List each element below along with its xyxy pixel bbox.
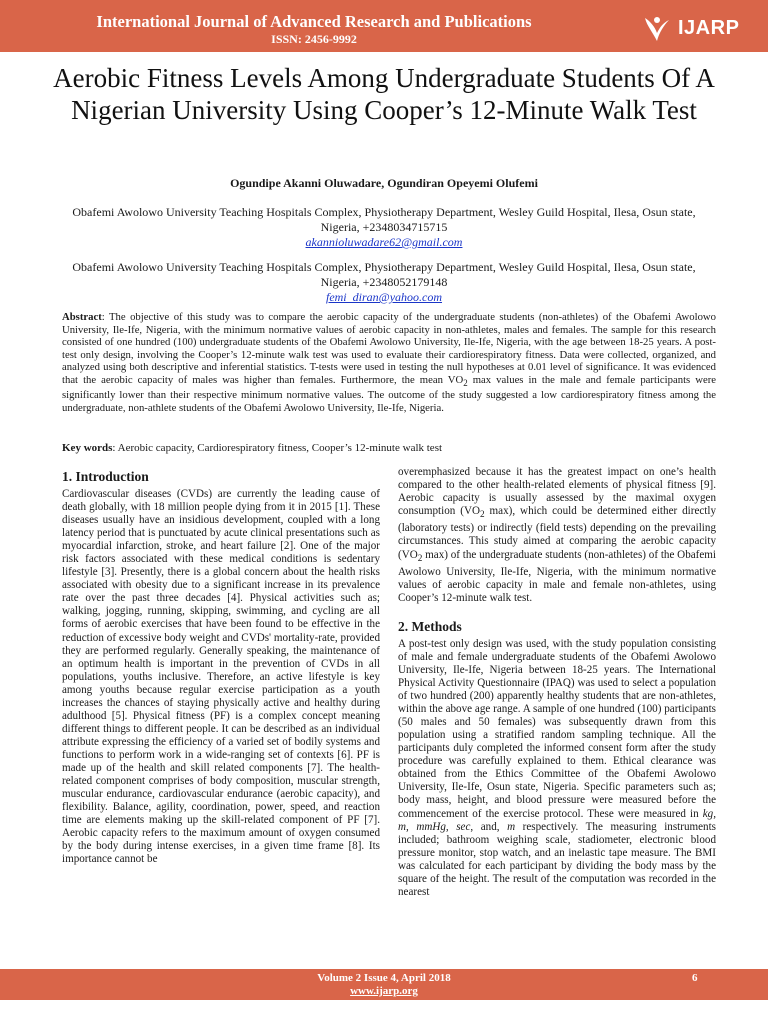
affiliation-2	[60, 260, 708, 305]
affiliation-2-email[interactable]: femi_diran@yahoo.com	[325, 290, 443, 304]
methods-text	[398, 638, 716, 899]
journal-logo	[642, 14, 742, 44]
methods-heading: 2. Methods	[398, 618, 462, 634]
methods-text-a: A post-test only design was used, with the study population consisting of male and female undergraduate students of the Obafemi Awolowo University, Ile-Ife, Nigeria between 18-25 years. The International Physical Activity Questionnaire (IPAQ) was used to select a population of two hundred (200) apparently healthy students that are non-athletes, within the above age range. A sample of one hundred (100) participants (50 males and 50 females) was subsequently drawn from this population using a stratified random sampling technique. All the participants duly completed the informed consent form after the study procedure was carefully explained to them. Ethical clearance was obtained from the Ethics Committee of the Obafemi Awolowo University, Ile-Ife, Osun state, Nigeria. Specific parameters such as; body mass, height, and blood pressure were measured before the commencement of the exercise protocol. These were measured in	[398, 637, 716, 820]
abstract-text-b: max values in the male and female participants were significantly lower than their respective minimum normative values. The outcome of the study suggested a low cardiorespiratory fitness among the undergraduate, non-athlete students of the Obafemi Awolowo University, Ile-Ife, Nigeria.	[62, 373, 717, 414]
keywords-text: : Aerobic capacity, Cardiorespiratory fitness, Cooper’s 12-minute walk test	[112, 442, 443, 454]
introduction-text: Cardiovascular diseases (CVDs) are currently the leading cause of death globally, with 18 million people dying from it in 2015 [1]. These diseases usually have an insidious development, coupled with a long latency period that is punctuated by acute clinical presentations such as myocardial infarction, stroke, and heart failure [2]. One of the major risk factors associated with these medical conditions is sedentary lifestyle [3]. Presently, there is a global concern about the health risks associated with obesity due to a significant increase in its prevalence rate over the past three decades [4]. Physical activities such as; walking, jogging, running, skipping, swimming, and cycling are all forms of aerobic exercises that have been found to be effective in the reduction of excessive body weight and CVDs' mortality-rate, provided they are performed regularly. Generally speaking, the maintenance of an optimum health is important in the prevention of CVDs in all populations, youths inclusive. Therefore, an active lifestyle is key among youths because regular exercise participation as a youth increases the chances of staying physically active and healthy during adulthood [5]. Physical fitness (PF) is a complex concept meaning different things to different people. It can be described as an individual attribute expressing the efficiency of a varied set of bodily systems and functions to perform work in a wide-ranging set of contexts [6]. PF is made up of the health and skill related components [7]. The health-related component comprises of body composition, muscular strength, muscular endurance, cardiovascular endurance (aerobic capacity), and flexibility. Balance, agility, coordination, power, speed, and reaction time are elements making up the skill-related component of PF [7]. Aerobic capacity refers to the maximum amount of oxygen consumed by the body during intense exercises, in a given time frame [8]. Its importance cannot be	[62, 488, 380, 866]
page-footer	[0, 969, 768, 1000]
methods-text-c: respectively. The measuring instruments included; bathroom weighing scale, stadiometer, electronic blood pressure monitor, stop watch, and an inelastic tape measure. The BMI was calculated for each participant by dividing the body mass by the square of the height. The result of the computation was recorded in the nearest	[398, 820, 716, 898]
figure-logo-icon	[642, 14, 672, 44]
right-column	[398, 466, 716, 899]
journal-issn: ISSN: 2456-9992	[271, 32, 357, 46]
affiliation-1	[60, 205, 708, 250]
abstract-text-a: : The objective of this study was to compare the aerobic capacity of the undergraduate students (non-athletes) of the Obafemi Awolowo University, Ile-Ife, Nigeria, with the minimum normative values of aerobic capacity in non-athletes, males and females. The sample for this research consisted of one hundred (100) undergraduate students of the Obafemi Awolowo University, Ile-Ife, Nigeria, with the age between 18-25 years. A post-test only design, involving the Cooper’s 12-minute walk test was used to evaluate their cardiorespiratory fitness. Data were collected, organized, and analyzed using both descriptive and inferential statistics. T-tests were used in testing the null hypotheses at 0.01 level of significance. It was evidenced that the aerobic capacity of males was higher than females. Furthermore, the mean VO	[62, 311, 716, 386]
journal-header	[0, 0, 768, 52]
volume-info: Volume 2 Issue 4, April 2018	[317, 972, 451, 984]
left-column	[62, 469, 380, 866]
methods-unit-m: m	[507, 820, 516, 833]
keywords-label: Key words	[62, 442, 113, 454]
methods-units: kg, m, mmHg, sec	[398, 807, 716, 833]
intro-cont-sub-a: 2	[479, 510, 485, 521]
affiliation-1-email[interactable]: akannioluwadare62@gmail.com	[305, 235, 463, 249]
intro-cont-sub-b: 2	[417, 553, 423, 564]
website-link[interactable]: www.ijarp.org	[350, 985, 418, 997]
abstract-subscript: 2	[463, 377, 468, 388]
affiliation-1-text: Obafemi Awolowo University Teaching Hospitals Complex, Physiotherapy Department, Wesley Guild Hospital, Ilesa, Osun state, Nigeria, +2348034715715	[72, 205, 696, 234]
intro-cont-a: overemphasized because it has the greatest impact on one’s health compared to the other health-related elements of physical fitness [9]. Aerobic capacity is usually assessed by the maximal oxygen consumption (VO	[398, 466, 716, 518]
intro-cont-c: max) of the undergraduate students (non-athletes) of the Obafemi Awolowo University, Ile-Ife, Nigeria, with the minimum normative values of aerobic capacity in male and female non-athletes, using Cooper’s 12-minute walk test.	[398, 548, 716, 604]
abstract	[62, 311, 716, 414]
paper-title: Aerobic Fitness Levels Among Undergraduate Students Of A Nigerian University Using Cooper’s 12-Minute Walk Test	[53, 63, 715, 125]
paper-authors: Ogundipe Akanni Oluwadare, Ogundiran Opeyemi Olufemi	[230, 176, 538, 190]
introduction-continued	[398, 466, 716, 605]
methods-text-b: , and,	[470, 820, 508, 833]
keywords	[62, 442, 716, 455]
intro-cont-b: max), which could be determined either directly (laboratory tests) or indirectly (field tests) depending on the prevailing circumstances. This study aimed at comparing the aerobic capacity (VO	[398, 505, 717, 561]
journal-title: International Journal of Advanced Research and Publications	[96, 12, 532, 31]
page-number: 6	[692, 972, 698, 984]
abstract-label: Abstract	[62, 311, 102, 323]
introduction-heading: 1. Introduction	[62, 469, 149, 484]
logo-text: IJARP	[678, 17, 740, 39]
affiliation-2-text: Obafemi Awolowo University Teaching Hospitals Complex, Physiotherapy Department, Wesley Guild Hospital, Ilesa, Osun state, Nigeria, +2348052179148	[72, 260, 696, 289]
